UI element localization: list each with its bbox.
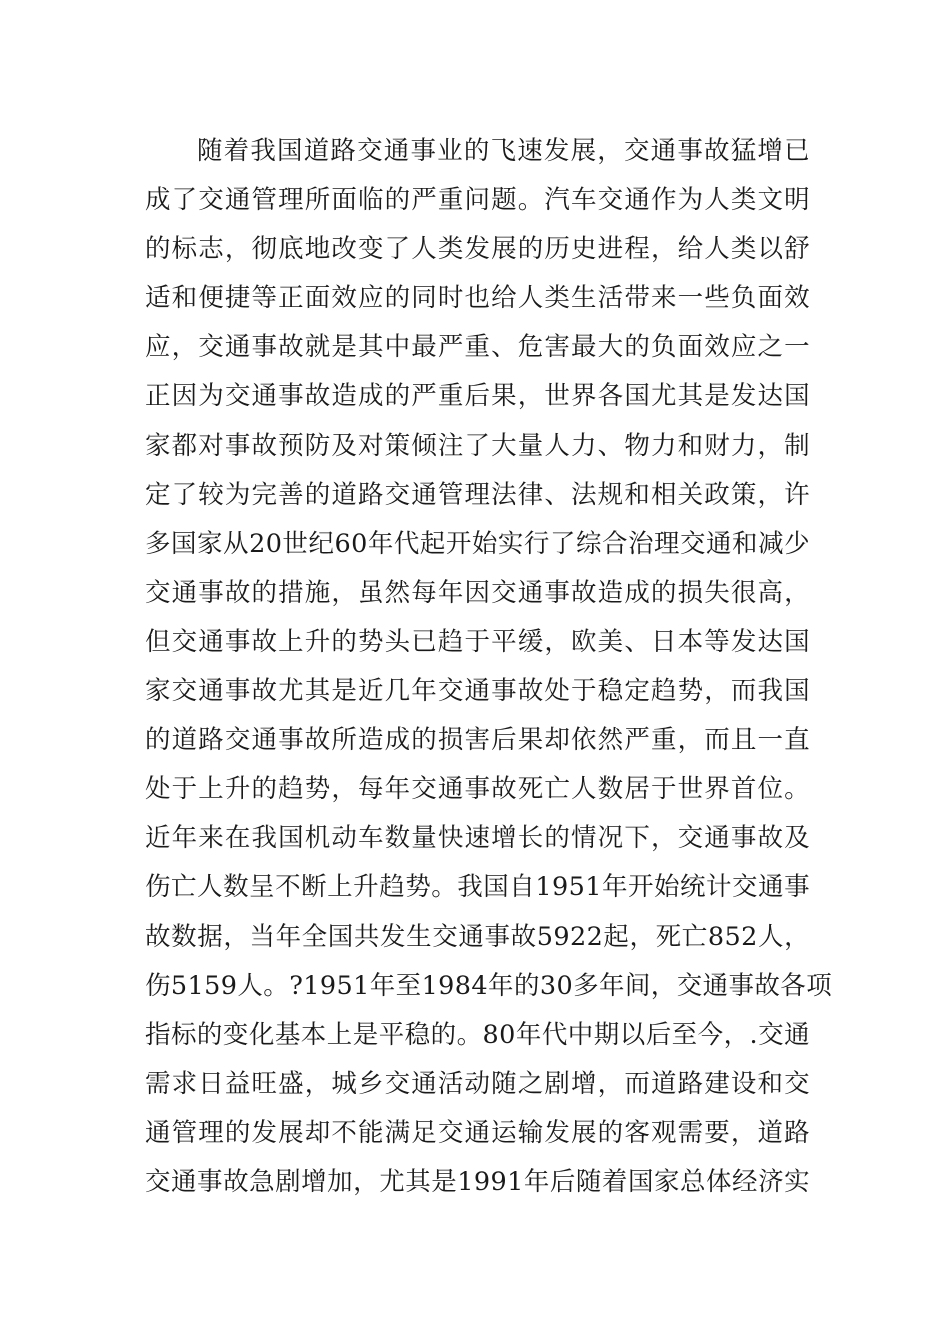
text-line: 需求日益旺盛，城乡交通活动随之剧增，而道路建设和交 — [145, 1068, 810, 1099]
text-line: 成了交通管理所面临的严重问题。汽车交通作为人类文明 — [145, 185, 810, 216]
text-line: 故数据，当年全国共发生交通事故5922起，死亡852人， — [145, 921, 810, 952]
text-line: 多国家从20世纪60年代起开始实行了综合治理交通和减少 — [145, 528, 810, 559]
text-line: 近年来在我国机动车数量快速增长的情况下，交通事故及 — [145, 823, 810, 854]
text-line: 伤亡人数呈不断上升趋势。我国自1951年开始统计交通事 — [145, 872, 810, 903]
text-line: 指标的变化基本上是平稳的。80年代中期以后至今，.交通 — [145, 1019, 810, 1050]
text-line: 的标志，彻底地改变了人类发展的历史进程，给人类以舒 — [145, 234, 810, 265]
text-line: 定了较为完善的道路交通管理法律、法规和相关政策，许 — [145, 479, 810, 510]
text-line: 伤5159人。?1951年至1984年的30多年间，交通事故各项 — [145, 970, 833, 1001]
text-line: 交通事故急剧增加，尤其是1991年后随着国家总体经济实 — [145, 1166, 810, 1197]
text-line: 交通事故的措施，虽然每年因交通事故造成的损失很高， — [145, 577, 810, 608]
text-line: 正因为交通事故造成的严重后果，世界各国尤其是发达国 — [145, 381, 810, 412]
body-paragraph — [145, 127, 833, 1207]
text-line: 应，交通事故就是其中最严重、危害最大的负面效应之一 — [145, 332, 810, 363]
text-line: 但交通事故上升的势头已趋于平缓，欧美、日本等发达国 — [145, 626, 810, 657]
text-line: 家都对事故预防及对策倾注了大量人力、物力和财力，制 — [145, 430, 810, 461]
text-line: 随着我国道路交通事业的飞速发展，交通事故猛增已 — [197, 136, 810, 166]
text-line: 通管理的发展却不能满足交通运输发展的客观需要，道路 — [145, 1117, 810, 1148]
text-line: 的道路交通事故所造成的损害后果却依然严重，而且一直 — [145, 725, 810, 756]
text-line: 家交通事故尤其是近几年交通事故处于稳定趋势，而我国 — [145, 676, 810, 707]
text-line: 适和便捷等正面效应的同时也给人类生活带来一些负面效 — [145, 283, 810, 314]
text-line: 处于上升的趋势，每年交通事故死亡人数居于世界首位。 — [145, 774, 810, 805]
